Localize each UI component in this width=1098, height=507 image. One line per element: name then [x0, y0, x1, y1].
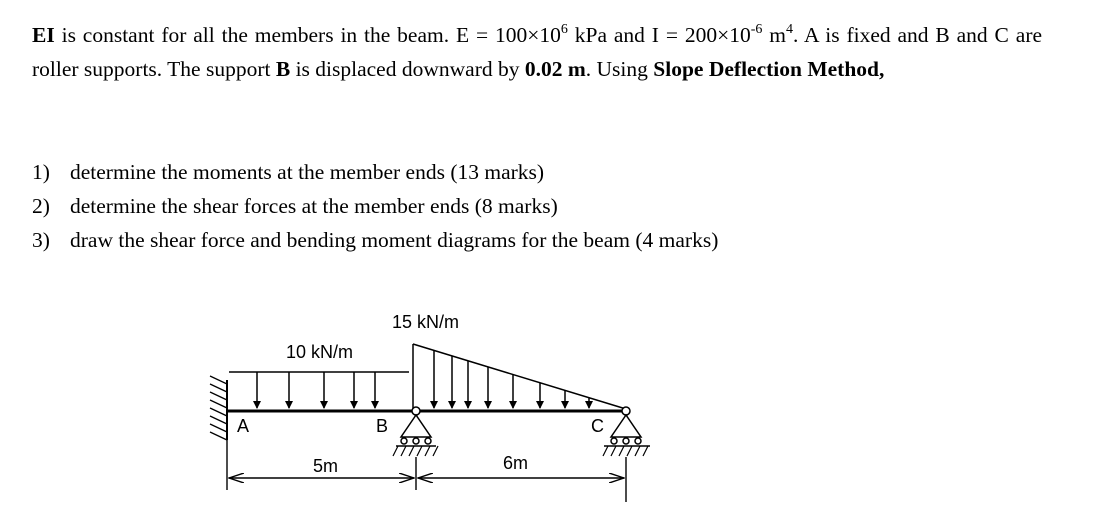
exponent: 4 — [785, 21, 793, 37]
list-number: 1) — [32, 160, 50, 184]
statement-text: is constant for all the members in the beam. E = 100×10 — [54, 23, 561, 47]
roller-support-c — [603, 407, 650, 456]
displacement-value: 0.02 m — [524, 57, 586, 81]
statement-text: is displaced downward by — [290, 57, 525, 81]
dimension-lines — [227, 440, 626, 502]
ei-label: EI — [32, 23, 55, 47]
node-b-label: B — [376, 416, 389, 436]
list-number: 3) — [32, 228, 50, 252]
statement-text: . A is fixed and B and C are roller supports. The support — [32, 23, 1043, 81]
triangular-load — [413, 344, 626, 409]
statement-text: , — [879, 57, 885, 81]
list-number: 2) — [32, 194, 50, 218]
support-b-label: B — [275, 57, 291, 81]
roller-support-b — [393, 407, 438, 456]
statement-text: kPa and I = 200×10 — [567, 23, 751, 47]
list-text: draw the shear force and bending moment diagrams for the beam (4 marks) — [70, 228, 719, 252]
span-bc-label: 6m — [503, 453, 529, 473]
triangular-load-label: 15 kN/m — [392, 312, 460, 332]
node-c-label: C — [591, 416, 604, 436]
exponent: -6 — [750, 21, 763, 37]
exponent: 6 — [560, 21, 568, 37]
node-a-label: A — [237, 416, 250, 436]
list-text: determine the moments at the member ends (13 marks) — [70, 160, 545, 184]
udl-load — [229, 372, 409, 408]
udl-load-label: 10 kN/m — [286, 342, 354, 362]
fixed-support-a — [210, 376, 227, 440]
statement-text: m — [762, 23, 786, 47]
list-text: determine the shear forces at the member ends (8 marks) — [70, 194, 558, 218]
span-ab-label: 5m — [313, 456, 339, 476]
method-name: Slope Deflection Method — [653, 57, 879, 81]
statement-text: . Using — [585, 57, 654, 81]
